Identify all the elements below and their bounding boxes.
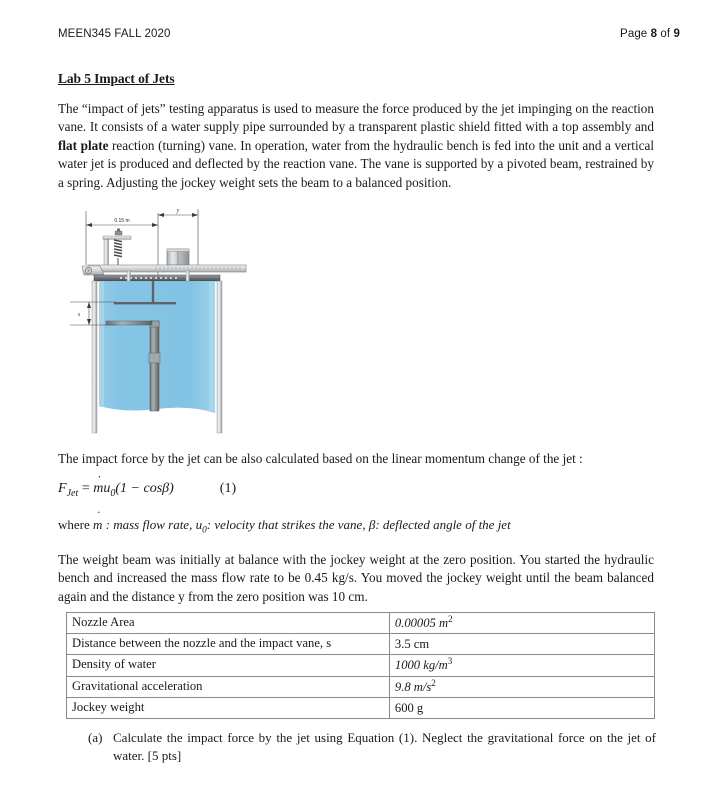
table-row (67, 697, 655, 718)
intro-text-part2: reaction (turning) vane. In operation, water from the hydraulic bench is fed into the unit and a vertical water jet is produced and deflected by the reaction vane. The vane is supported by a pivoted beam, restrained by a spring. Adjusting the jockey weight sets the beam to a balanced position. (58, 137, 654, 190)
vane-plate (114, 302, 176, 304)
tank-top-plate (94, 275, 220, 281)
row-label: Density of water (67, 655, 390, 676)
given-data-table (66, 612, 655, 719)
row-value-number: 3.5 cm (394, 637, 430, 652)
row-value-number: 600 g (394, 700, 424, 715)
course-code: MEEN345 FALL 2020 (58, 28, 171, 40)
where-def-mass-flow: : mass flow rate, (102, 517, 196, 532)
row-value-unit: m/s (413, 679, 432, 694)
row-value (389, 613, 654, 634)
row-value-number: 9.8 (394, 679, 414, 694)
where-beta-symbol: β (368, 517, 376, 532)
row-value-exponent: 2 (431, 677, 436, 688)
row-value-number: 0.00005 (394, 616, 439, 631)
table-row (67, 676, 655, 697)
where-u-symbol: u (195, 517, 203, 532)
eq-u-subscript: 0 (110, 487, 116, 499)
intro-text-part1: The “impact of jets” testing apparatus is used to measure the force produced by the jet impinging on the reaction vane. It consists of a water supply pipe surrounded by a transparent plastic shield fitted with a top assembly and (58, 101, 654, 135)
jockey-weight (167, 249, 189, 265)
table-row (67, 613, 655, 634)
row-label: Jockey weight (67, 697, 390, 718)
equation-row (58, 481, 654, 499)
row-value (389, 634, 654, 655)
row-value (389, 655, 654, 676)
where-def-velocity: : velocity that strikes the vane, (206, 517, 369, 532)
eq-mass-flow-rate: m ˙ (93, 481, 103, 497)
row-value-exponent: 2 (448, 614, 453, 624)
intro-paragraph (58, 100, 654, 192)
row-value-number: 1000 (394, 658, 424, 673)
equation-expression (58, 481, 174, 499)
page-current: 8 (650, 28, 658, 40)
row-value-unit: m (438, 616, 449, 631)
eq-u-symbol: u (103, 481, 111, 496)
where-u-subscript: 0 (202, 525, 207, 536)
question-marker: (a) (88, 730, 103, 745)
weigh-beam (82, 265, 246, 275)
row-value (389, 697, 654, 718)
flat-plate-emphasis: flat plate (58, 137, 109, 153)
eq-lhs-symbol: F (58, 481, 67, 496)
page-number (620, 28, 680, 40)
table-row (67, 655, 655, 676)
label-s: s (77, 312, 81, 318)
row-value-exponent: 3 (447, 656, 453, 667)
eq-lhs-subscript: Jet (66, 487, 79, 499)
where-lead: where (58, 517, 94, 532)
eq-body: (1 − cosβ) (115, 481, 174, 496)
page-of: of (657, 28, 674, 40)
equation-definitions (58, 517, 658, 536)
row-label: Distance between the nozzle and the impact vane, s (67, 634, 390, 655)
label-y: y (176, 208, 180, 214)
row-value (389, 676, 654, 697)
question-text: Calculate the impact force by the jet using Equation (1). Neglect the gravitational force on the jet of water. [5 pts] (113, 730, 656, 763)
table-row (67, 634, 655, 655)
table-body (67, 613, 655, 719)
experiment-paragraph: The weight beam was initially at balance with the jockey weight at the zero position. You started the hydraulic bench and increased the mass flow rate to be 0.45 kg/s. You moved the jockey weight until the beam balanced again and the distance y from the zero position was 10 cm. (58, 552, 654, 604)
momentum-paragraph: The impact force by the jet can be also calculated based on the linear momentum change of the jet : (58, 451, 583, 466)
spring-coils (114, 240, 122, 257)
page-header (58, 28, 680, 40)
eq-equals: = (78, 481, 94, 496)
row-label: Gravitational acceleration (67, 676, 390, 697)
question-item-a (88, 729, 656, 764)
page-total: 9 (673, 28, 680, 40)
row-label: Nozzle Area (67, 613, 390, 634)
row-value-unit: kg/m (423, 658, 448, 673)
where-mass-flow-symbol: m ˙ (93, 517, 102, 533)
apparatus-svg (70, 203, 255, 438)
page-label: Page (620, 28, 651, 40)
page-title: Lab 5 Impact of Jets (58, 71, 175, 86)
equation-number: (1) (219, 481, 237, 496)
label-distance-015m: 0.15 m (114, 218, 130, 224)
apparatus-diagram (70, 203, 255, 438)
spring-assembly (103, 229, 131, 268)
where-def-angle: : deflected angle of the jet (375, 517, 511, 532)
